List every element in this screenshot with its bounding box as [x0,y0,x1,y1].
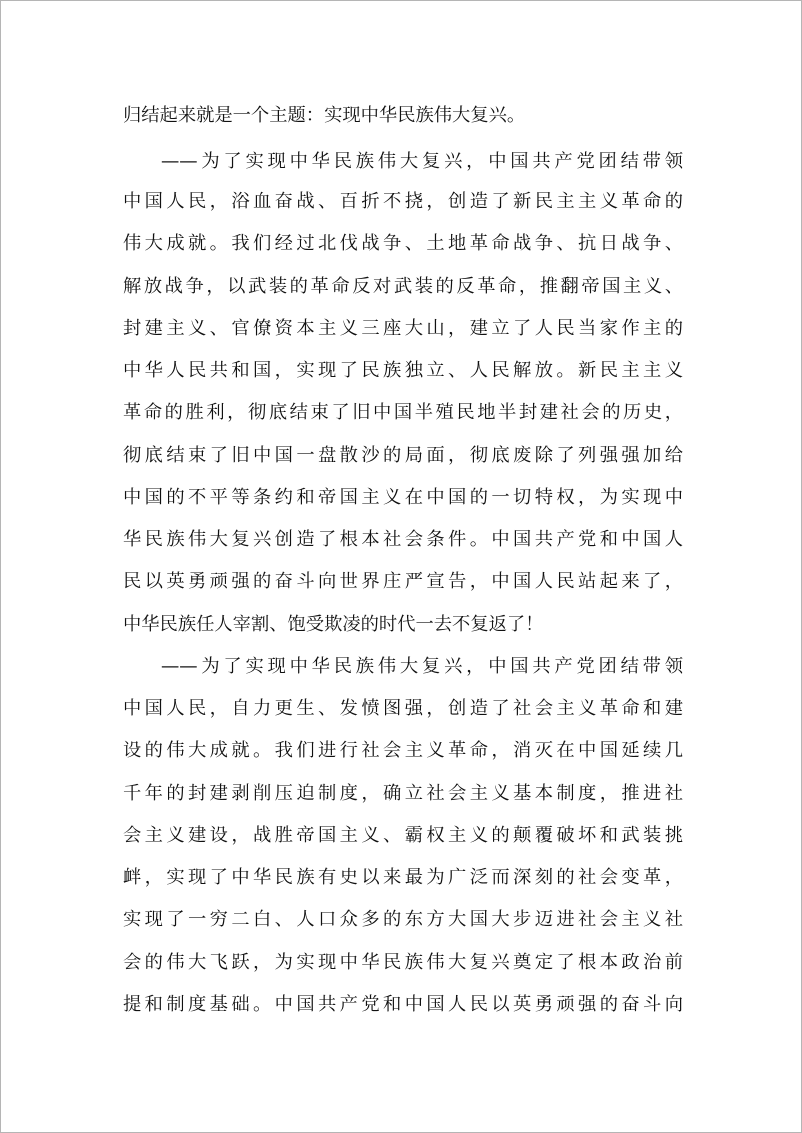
paragraph-line-5: 解放战争，以武装的革命反对武装的反革命，推翻帝国主义、 [123,276,683,297]
paragraph-line-22: 提和制度基础。中国共产党和中国人民以英勇顽强的奋斗向 [123,994,683,1015]
paragraph-line-3: 中国人民，浴血奋战、百折不挠，创造了新民主主义革命的 [123,191,683,212]
paragraph-line-13: 中华民族任人宰割、饱受欺凌的时代一去不复返了！ [123,614,544,635]
paragraph-line-21: 会的伟大飞跃，为实现中华民族伟大复兴奠定了根本政治前 [123,952,683,973]
paragraph-line-18: 会主义建设，战胜帝国主义、霸权主义的颠覆破坏和武装挑 [123,825,683,846]
paragraph-line-4: 伟大成就。我们经过北伐战争、土地革命战争、抗日战争、 [123,233,683,254]
paragraph-line-14: ——为了实现中华民族伟大复兴，中国共产党团结带领 [161,656,683,677]
paragraph-line-1: 归结起来就是一个主题：实现中华民族伟大复兴。 [123,105,526,126]
paragraph-line-2: ——为了实现中华民族伟大复兴，中国共产党团结带领 [161,151,683,172]
paragraph-line-11: 华民族伟大复兴创造了根本社会条件。中国共产党和中国人 [123,529,683,550]
paragraph-line-8: 革命的胜利，彻底结束了旧中国半殖民地半封建社会的历史， [123,402,683,423]
paragraph-line-20: 实现了一穷二白、人口众多的东方大国大步迈进社会主义社 [123,909,683,930]
paragraph-line-17: 千年的封建剥削压迫制度，确立社会主义基本制度，推进社 [123,783,683,804]
paragraph-line-19: 衅，实现了中华民族有史以来最为广泛而深刻的社会变革， [123,867,683,888]
paragraph-line-6: 封建主义、官僚资本主义三座大山，建立了人民当家作主的 [123,318,683,339]
paragraph-line-12: 民以英勇顽强的奋斗向世界庄严宣告，中国人民站起来了， [123,571,683,592]
paragraph-line-15: 中国人民，自力更生、发愤图强，创造了社会主义革命和建 [123,698,683,719]
paragraph-line-16: 设的伟大成就。我们进行社会主义革命，消灭在中国延续几 [123,740,683,761]
paragraph-line-7: 中华人民共和国，实现了民族独立、人民解放。新民主主义 [123,360,683,381]
paragraph-line-10: 中国的不平等条约和帝国主义在中国的一切特权，为实现中 [123,487,683,508]
paragraph-line-9: 彻底结束了旧中国一盘散沙的局面，彻底废除了列强强加给 [123,445,683,466]
